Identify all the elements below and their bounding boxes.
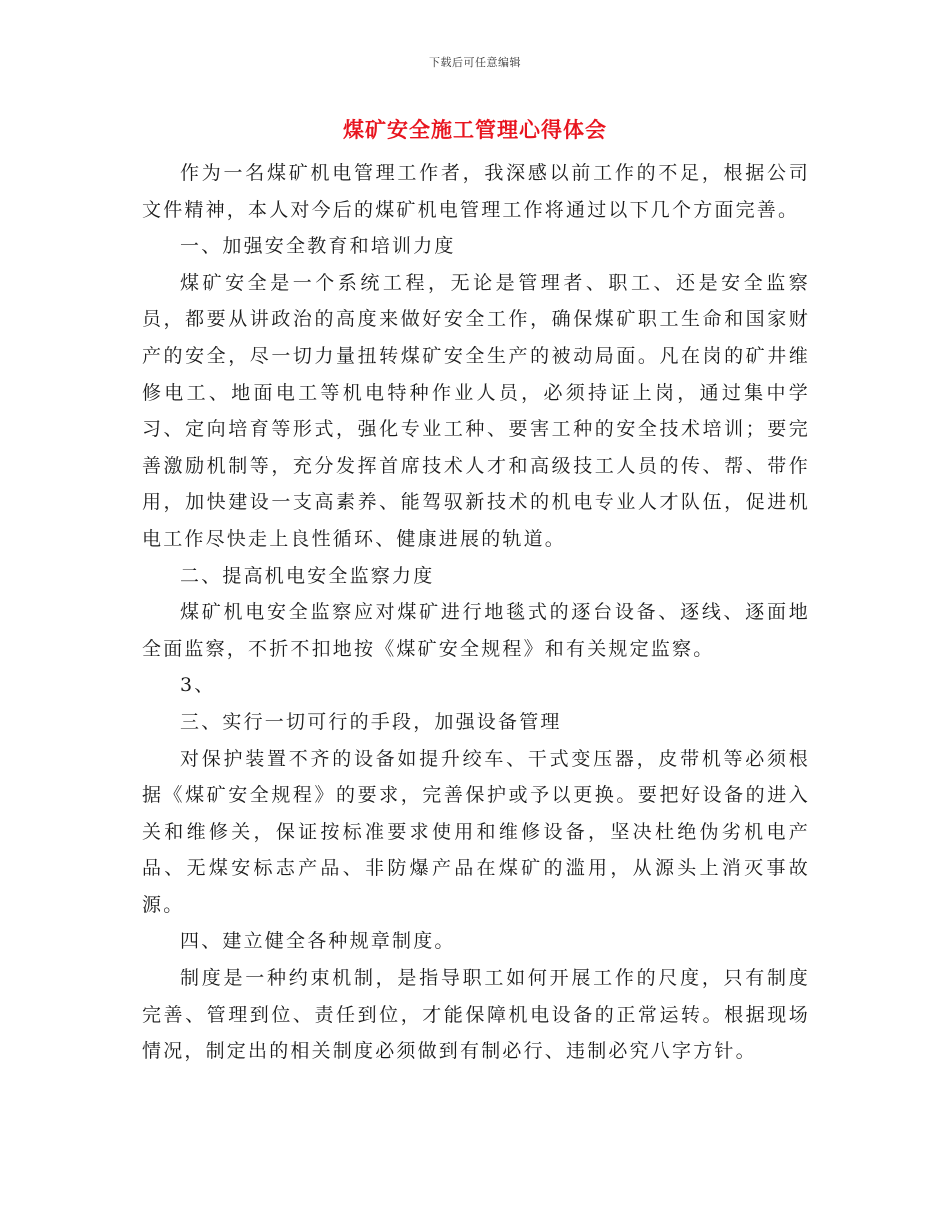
body-paragraph-3: 对保护装置不齐的设备如提升绞车、干式变压器，皮带机等必须根据《煤矿安全规程》的要求，完善保护或予以更换。要把好设备的进入关和维修关，保证按标准要求使用和维修设备，坚决杜绝伪劣机电产品、无煤安标志产品、非防爆产品在煤矿的滥用，从源头上消灭事故源。 xyxy=(142,747,810,916)
section-heading-2: 二、提高机电安全监察力度 xyxy=(180,564,435,587)
document-body xyxy=(142,155,810,1070)
section-heading-3: 三、实行一切可行的手段，加强设备管理 xyxy=(180,710,562,733)
section-heading-4: 四、建立健全各种规章制度。 xyxy=(180,930,456,953)
section-heading-1: 一、加强安全教育和培训力度 xyxy=(180,235,456,258)
header-note: 下载后可任意编辑 xyxy=(429,56,521,69)
list-number: 3、 xyxy=(180,674,216,697)
body-paragraph-4: 制度是一种约束机制，是指导职工如何开展工作的尺度，只有制度完善、管理到位、责任到位，才能保障机电设备的正常运转。根据现场情况，制定出的相关制度必须做到有制必行、违制必究八字方针。 xyxy=(142,967,810,1063)
body-paragraph-2: 煤矿机电安全监察应对煤矿进行地毯式的逐台设备、逐线、逐面地全面监察，不折不扣地按《煤矿安全规程》和有关规定监察。 xyxy=(142,601,810,660)
document-title: 煤矿安全施工管理心得体会 xyxy=(343,118,607,142)
intro-paragraph: 作为一名煤矿机电管理工作者，我深感以前工作的不足，根据公司文件精神，本人对今后的煤矿机电管理工作将通过以下几个方面完善。 xyxy=(142,162,810,221)
body-paragraph-1: 煤矿安全是一个系统工程，无论是管理者、职工、还是安全监察员，都要从讲政治的高度来做好安全工作，确保煤矿职工生命和国家财产的安全，尽一切力量扭转煤矿安全生产的被动局面。凡在岗的矿井维修电工、地面电工等机电特种作业人员，必须持证上岗，通过集中学习、定向培育等形式，强化专业工种、要害工种的安全技术培训；要完善激励机制等，充分发挥首席技术人才和高级技工人员的传、帮、带作用，加快建设一支高素养、能驾驭新技术的机电专业人才队伍，促进机电工作尽快走上良性循环、健康进展的轨道。 xyxy=(142,271,810,550)
